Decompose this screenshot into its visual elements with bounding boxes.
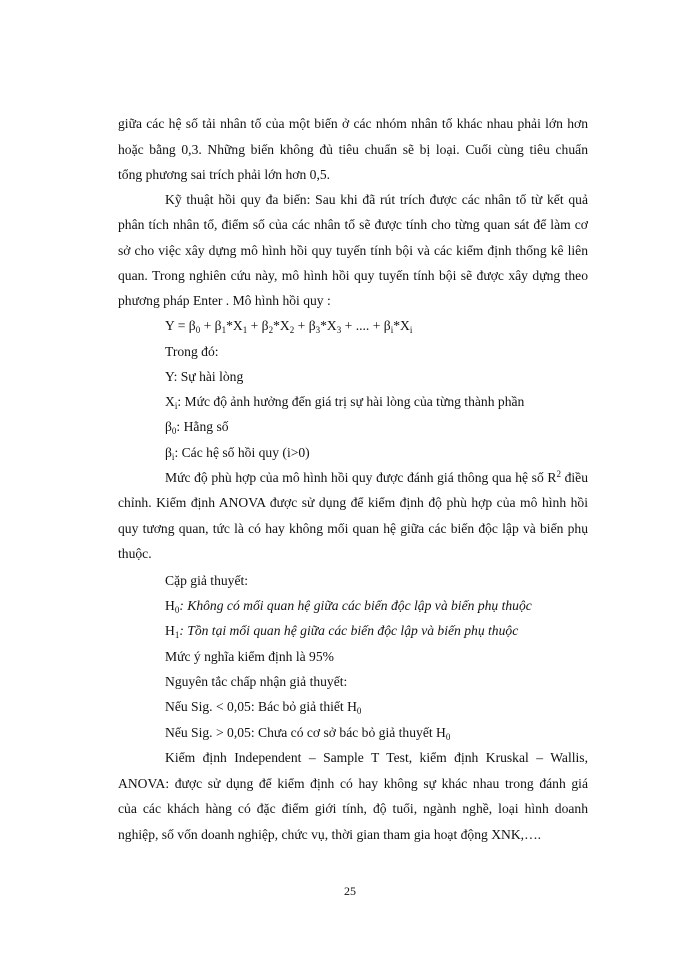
para4-line1: Kiểm định Independent – Sample T Test, kiểm định Kruskal – Wallis, [165,750,588,765]
definition-x: $X_i$: Mức độ ảnh hưởng đến giá trị sự hài lòng của từng thành phần [165,394,525,411]
para2-line3: sở cho việc xây dựng mô hình hồi quy tuyến tính bội và các kiểm định thống kê liên [118,243,588,258]
page-number: 25 [344,884,356,898]
hypothesis-h1: $H_1$: Tồn tại mối quan hệ giữa các biến độc lập và biến phụ thuộc [165,623,519,640]
para3-line4: thuộc. [118,546,152,561]
definition-y: Y: Sự hài lòng [165,369,244,384]
significance-level: Mức ý nghĩa kiểm định là 95% [165,649,334,664]
para3-line3: quy tương quan, tức là có hay không mối quan hệ giữa các biến độc lập và biến phụ [118,521,588,536]
rule-not-reject: Nếu Sig. > 0,05: Chưa có cơ sở bác bỏ giả thuyết $H_0$ [165,725,451,742]
para4-line3: của các khách hàng có đặc điểm giới tính, độ tuổi, ngành nghề, loại hình doanh [118,801,588,816]
rule-reject: Nếu Sig. < 0,05: Bác bỏ giả thiết $H_0$ [165,699,362,716]
para3-line1: Mức độ phù hợp của mô hình hồi quy được đánh giá thông qua hệ số $R^2$ điều [165,469,588,485]
para1-line2: hoặc bằng 0,3. Những biến không đủ tiêu chuẩn sẽ bị loại. Cuối cùng tiêu chuẩn [118,142,588,157]
para2-line2: phân tích nhân tố, điểm số của các nhân tố sẽ được tính cho từng quan sát để làm cơ [118,217,588,232]
para2-line5: phương pháp Enter . Mô hình hồi quy : [118,293,331,308]
definition-betai: $\beta_i$: Các hệ số hồi quy (i>0) [165,445,310,462]
acceptance-rule-heading: Nguyên tắc chấp nhận giả thuyết: [165,674,348,689]
para4-line2: ANOVA: được sử dụng để kiểm định có hay không sự khác nhau trong đánh giá [118,776,588,791]
para2-line1: Kỹ thuật hồi quy đa biến: Sau khi đã rút trích được các nhân tố từ kết quả [165,192,588,207]
para2-line4: quan. Trong nghiên cứu này, mô hình hồi quy tuyến tính bội sẽ được xây dựng theo [118,268,588,283]
regression-formula: $Y = \beta_0 + \beta_1*X_1 + \beta_2*X_2 + \beta_3*X_3$ + .... + $\beta_i*X_i$ [165,318,413,335]
definition-beta0: $\beta_0$: Hằng số [165,419,229,436]
para3-line2: chỉnh. Kiểm định ANOVA được sử dụng để kiểm định độ phù hợp của mô hình hồi [118,495,588,510]
definitions-heading: Trong đó: [165,344,219,359]
para1-line3: tổng phương sai trích phải lớn hơn 0,5. [118,167,331,182]
hypothesis-h0: $H_0$: Không có mối quan hệ giữa các biến độc lập và biến phụ thuộc [165,598,532,615]
hypothesis-heading: Cặp giả thuyết: [165,573,249,588]
para1-line1: giữa các hệ số tải nhân tố của một biến ở các nhóm nhân tố khác nhau phải lớn hơn [118,116,588,131]
para4-line4: nghiệp, số vốn doanh nghiệp, chức vụ, thời gian tham gia hoạt động XNK,…. [118,827,542,842]
